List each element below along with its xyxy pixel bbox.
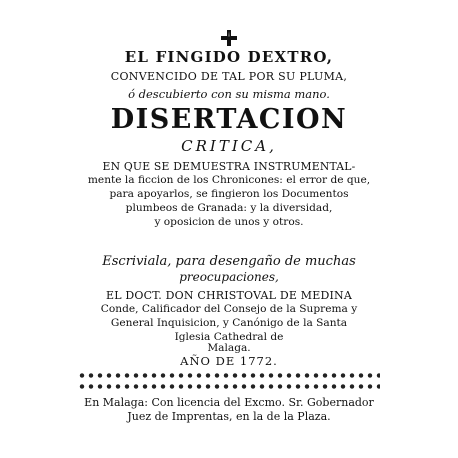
title-line-1: EL FINGIDO DEXTRO, [124, 48, 334, 66]
description-line-3: para apoyarlos, se fingieron los Documentos [109, 188, 349, 200]
purpose-line-1: Escriviala, para desengaño de muchas [102, 254, 356, 269]
description-line-2: mente la ficcion de los Chronicones: el error de que, [87, 174, 371, 186]
title-line-2: CONVENCIDO DE TAL POR SU PLUMA, [110, 70, 348, 83]
author-line-2: Conde, Calificador del Consejo de la Suprema y [100, 303, 358, 315]
sub-heading: CRITICA, [181, 137, 277, 155]
description-line-1: EN QUE SE DEMUESTRA INSTRUMENTAL- [102, 160, 356, 173]
description-line-5: y oposicion de unos y otros. [154, 216, 304, 228]
author-line-3: General Inquisicion, y Canónigo de la Santa [110, 317, 348, 329]
author-line-1: EL DOCT. DON CHRISTOVAL DE MEDINA [105, 289, 352, 302]
imprint-line-1: En Malaga: Con licencia del Excmo. Sr. Gobernador [84, 396, 374, 409]
main-heading: DISERTACION [110, 104, 348, 135]
title-line-3: ó descubierto con su misma mano. [128, 87, 330, 101]
description-line-4: plumbeos de Granada: y la diversidad, [125, 202, 333, 214]
imprint-line-2: Juez de Imprentas, en la de la Plaza. [127, 410, 331, 423]
publication-year: AÑO DE 1772. [180, 354, 278, 368]
dotted-ornament-divider [78, 371, 380, 380]
author-line-5: Malaga. [207, 342, 251, 354]
purpose-line-2: preocupaciones, [179, 270, 279, 284]
cross-icon [221, 30, 237, 46]
author-line-4: Iglesia Cathedral de [174, 331, 284, 343]
dotted-ornament-divider [78, 382, 380, 391]
